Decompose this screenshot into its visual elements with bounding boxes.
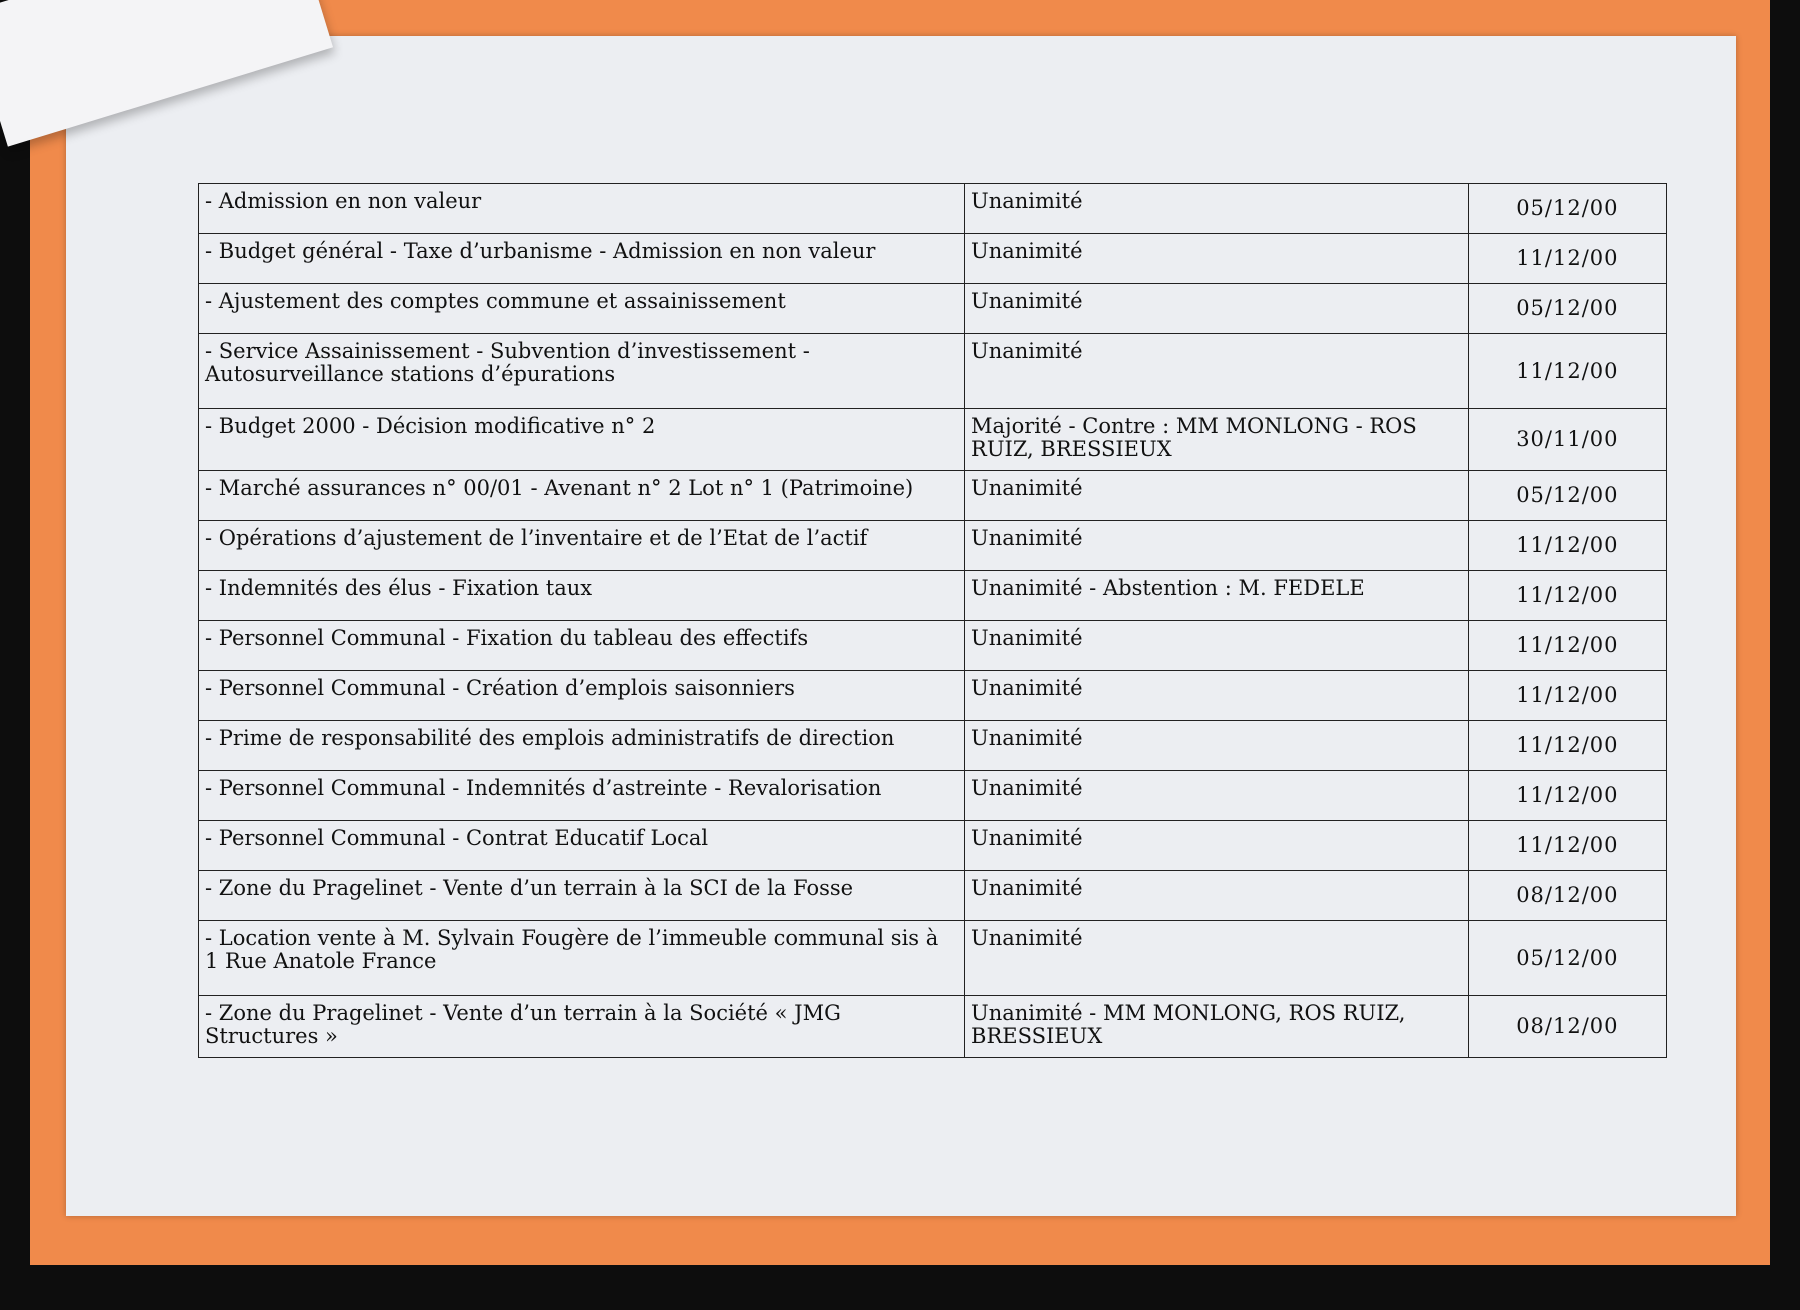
table-body	[199, 184, 1667, 1058]
vote-cell: Unanimité	[965, 721, 1469, 771]
subject-cell: - Indemnités des élus - Fixation taux	[199, 571, 965, 621]
vote-cell: Unanimité	[965, 471, 1469, 521]
subject-cell: - Admission en non valeur	[199, 184, 965, 234]
subject-cell: - Budget général - Taxe d’urbanisme - Admission en non valeur	[199, 234, 965, 284]
date-cell: 08/12/00	[1468, 996, 1666, 1058]
table-row	[199, 471, 1667, 521]
vote-cell: Unanimité - Abstention : M. FEDELE	[965, 571, 1469, 621]
table-row	[199, 996, 1667, 1058]
date-cell: 05/12/00	[1468, 471, 1666, 521]
date-cell: 05/12/00	[1468, 921, 1666, 996]
date-cell: 05/12/00	[1468, 184, 1666, 234]
table-row	[199, 409, 1667, 471]
subject-cell: - Service Assainissement - Subvention d’investissement - Autosurveillance stations d’épurations	[199, 334, 965, 409]
subject-cell: - Personnel Communal - Indemnités d’astreinte - Revalorisation	[199, 771, 965, 821]
subject-cell: - Budget 2000 - Décision modificative n° 2	[199, 409, 965, 471]
date-cell: 11/12/00	[1468, 821, 1666, 871]
date-cell: 11/12/00	[1468, 571, 1666, 621]
table-row	[199, 671, 1667, 721]
subject-cell: - Opérations d’ajustement de l’inventaire et de l’Etat de l’actif	[199, 521, 965, 571]
date-cell: 11/12/00	[1468, 721, 1666, 771]
table-row	[199, 234, 1667, 284]
table-row	[199, 871, 1667, 921]
vote-cell: Unanimité	[965, 184, 1469, 234]
date-cell: 05/12/00	[1468, 284, 1666, 334]
subject-cell: - Zone du Pragelinet - Vente d’un terrain à la Société « JMG Structures »	[199, 996, 965, 1058]
date-cell: 11/12/00	[1468, 234, 1666, 284]
date-cell: 11/12/00	[1468, 334, 1666, 409]
table-row	[199, 284, 1667, 334]
date-cell: 11/12/00	[1468, 521, 1666, 571]
table-row	[199, 621, 1667, 671]
table-row	[199, 821, 1667, 871]
subject-cell: - Marché assurances n° 00/01 - Avenant n° 2 Lot n° 1 (Patrimoine)	[199, 471, 965, 521]
subject-cell: - Personnel Communal - Création d’emplois saisonniers	[199, 671, 965, 721]
subject-cell: - Ajustement des comptes commune et assainissement	[199, 284, 965, 334]
subject-cell: - Location vente à M. Sylvain Fougère de l’immeuble communal sis à 1 Rue Anatole France	[199, 921, 965, 996]
table-row	[199, 521, 1667, 571]
table-row	[199, 921, 1667, 996]
vote-cell: Unanimité	[965, 771, 1469, 821]
vote-cell: Unanimité	[965, 521, 1469, 571]
table-row	[199, 334, 1667, 409]
vote-cell: Unanimité	[965, 671, 1469, 721]
date-cell: 11/12/00	[1468, 621, 1666, 671]
vote-cell: Unanimité	[965, 821, 1469, 871]
table-row	[199, 721, 1667, 771]
vote-cell: Unanimité	[965, 334, 1469, 409]
vote-cell: Unanimité	[965, 921, 1469, 996]
date-cell: 08/12/00	[1468, 871, 1666, 921]
subject-cell: - Prime de responsabilité des emplois administratifs de direction	[199, 721, 965, 771]
table-row	[199, 184, 1667, 234]
table-row	[199, 771, 1667, 821]
subject-cell: - Personnel Communal - Contrat Educatif Local	[199, 821, 965, 871]
vote-cell: Unanimité	[965, 871, 1469, 921]
vote-cell: Unanimité	[965, 621, 1469, 671]
date-cell: 11/12/00	[1468, 671, 1666, 721]
vote-cell: Unanimité - MM MONLONG, ROS RUIZ, BRESSIEUX	[965, 996, 1469, 1058]
vote-cell: Unanimité	[965, 284, 1469, 334]
vote-cell: Majorité - Contre : MM MONLONG - ROS RUIZ, BRESSIEUX	[965, 409, 1469, 471]
vote-cell: Unanimité	[965, 234, 1469, 284]
deliberations-table	[198, 183, 1667, 1058]
date-cell: 11/12/00	[1468, 771, 1666, 821]
table-row	[199, 571, 1667, 621]
subject-cell: - Zone du Pragelinet - Vente d’un terrain à la SCI de la Fosse	[199, 871, 965, 921]
subject-cell: - Personnel Communal - Fixation du tableau des effectifs	[199, 621, 965, 671]
date-cell: 30/11/00	[1468, 409, 1666, 471]
